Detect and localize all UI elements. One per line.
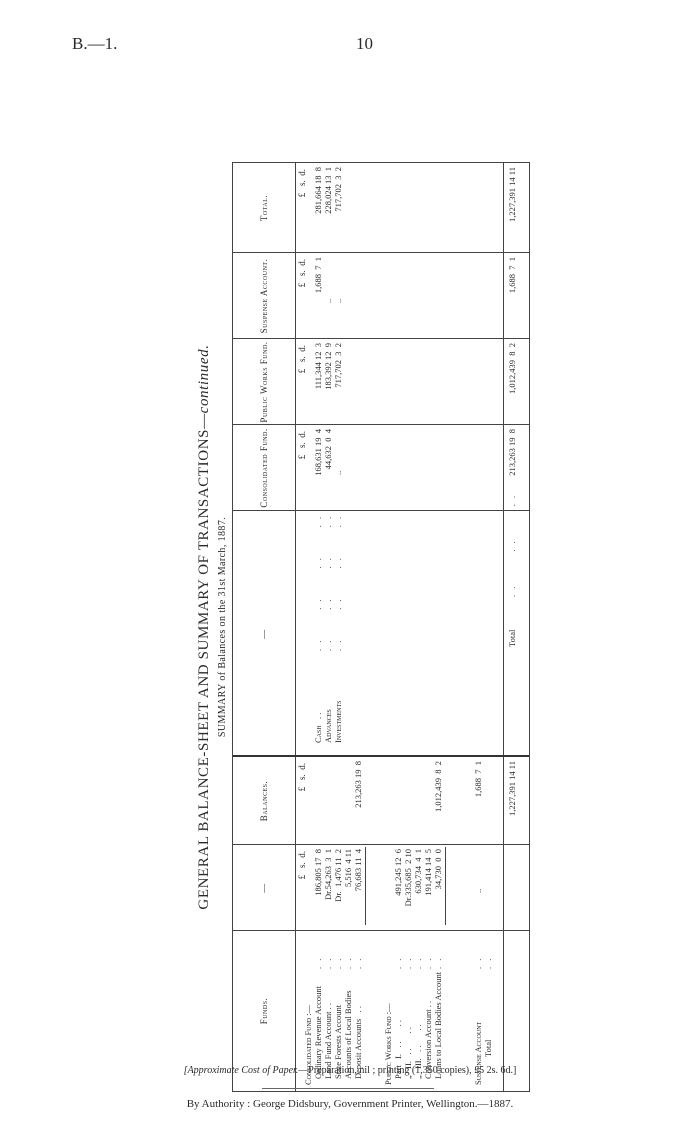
cost-note: [0, 1065, 700, 1076]
consolidated-total-cell: 213,263 19 8: [507, 429, 517, 476]
header-suspense: Suspense Account.: [258, 258, 269, 334]
public-works-cell: 717,702 3 2: [333, 343, 343, 388]
fund-item: Loans to Local Bodies Account: [433, 971, 443, 1079]
funds-total-label: Total: [483, 1039, 493, 1057]
printer-authority: By Authority : George Didsbury, Government Printer, Wellington.—1887.: [186, 1098, 514, 1110]
public-works-total-cell: 1,012,439 8 2: [507, 343, 517, 394]
balance-total-cell: 1,227,391 14 11: [507, 761, 517, 816]
fund-item: Land Fund Account . .: [323, 1002, 333, 1079]
item-investments: Investments: [333, 700, 343, 743]
unit-label: £ s. d.: [297, 345, 307, 374]
header-balances: Balances.: [258, 780, 269, 822]
leader-dots: . . . . . . . . . .: [313, 956, 363, 969]
item-cash: Cash . .: [313, 712, 323, 743]
leader-dots: . . . . . . . . . .: [393, 956, 443, 969]
unit-label: £ s. d.: [297, 851, 307, 880]
page-number: 10: [356, 34, 373, 53]
document-reference: B.—1.: [72, 34, 118, 53]
balance-cell: 1,012,439 8 2: [433, 761, 443, 812]
suspense-cell: 1,688 7 1: [313, 257, 323, 294]
fund-item: State Forests Account: [333, 1004, 343, 1079]
fund-item: „ III. . . . .: [413, 1024, 423, 1079]
leader-dots: . . . .: [473, 956, 493, 969]
leader-dots: . . . . . .: [507, 493, 517, 597]
amount-cell: 5,516 4 11: [343, 849, 353, 887]
amount-cell: Dr. 1,476 11 2: [333, 849, 343, 902]
fund-item: Ordinary Revenue Account: [313, 986, 323, 1079]
fund-item: Deposit Accounts . .: [353, 1006, 363, 1079]
suspense-account-label: Suspense Account: [473, 1021, 483, 1085]
col-consolidated: [233, 425, 529, 511]
consolidated-cell: ..: [333, 470, 343, 475]
public-works-cell: 183,392 12 9: [323, 343, 333, 390]
col-public-works: [233, 339, 529, 425]
col-suspense: [233, 253, 529, 339]
amount-cell: 76,683 11 4: [353, 849, 363, 892]
footer-rule: [262, 1088, 434, 1089]
col-amounts: [233, 845, 529, 931]
consolidated-cell: 44,632 0 4: [323, 429, 333, 470]
header-total: Total.: [258, 194, 269, 222]
header-blank-1: —: [258, 883, 269, 893]
header-public-works: Public Works Fund.: [258, 341, 269, 423]
table-title-continued: continued.: [196, 344, 212, 414]
consolidated-fund-heading: Consolidated Fund :—: [303, 1004, 313, 1085]
table-title-main: GENERAL BALANCE-SHEET AND SUMMARY OF TRANSACTIONS—: [196, 413, 212, 910]
fund-item: Part I. . . . .: [393, 1019, 403, 1079]
balance-cell: 213,263 19 8: [353, 761, 363, 808]
total-cell: 228,024 13 1: [323, 167, 333, 214]
leader-dots: . . . . . . . . . . . . . . . . . . . . . . . .: [313, 514, 343, 651]
subtotal-rule: [365, 847, 366, 925]
col-balances: [233, 757, 529, 845]
unit-label: £ s. d.: [297, 259, 307, 288]
fund-item: Conversion Account . .: [423, 1000, 433, 1079]
table-subtitle: SUMMARY of Balances on the 31st March, 1887.: [217, 516, 228, 738]
balances-table: [232, 162, 530, 1092]
amount-cell: 191,414 14 5: [423, 849, 433, 896]
suspense-cell: ..: [323, 298, 333, 303]
fund-item: Accounts of Local Bodies: [343, 990, 353, 1079]
table-title: [196, 162, 213, 1092]
amount-cell: Dr.335,685 2 10: [403, 849, 413, 907]
total-cell: 281,664 18 8: [313, 167, 323, 214]
unit-label: £ s. d.: [297, 763, 307, 792]
items-total-label: Total: [507, 629, 517, 647]
cost-note-rest: —Preparation, nil ; printing (1,350 copies), £5 2s. 6d.]: [298, 1065, 517, 1076]
amount-cell: 491,245 12 6: [393, 849, 403, 896]
header-funds: Funds.: [258, 997, 269, 1025]
amount-cell: Dr.54,263 3 1: [323, 849, 333, 900]
unit-label: £ s. d.: [297, 169, 307, 198]
rotated-table-region: [114, 162, 534, 1092]
amount-cell: ..: [473, 888, 483, 893]
public-works-fund-heading: Public Works Fund :—: [383, 1003, 393, 1085]
balance-cell: 1,688 7 1: [473, 761, 483, 798]
total-cell: 717,702 3 2: [333, 167, 343, 212]
suspense-cell: ..: [333, 298, 343, 303]
amount-cell: 630,734 4 1: [413, 849, 423, 894]
fund-item: „ II. . . . .: [403, 1027, 413, 1079]
public-works-cell: 111,344 12 3: [313, 343, 323, 390]
amount-cell: 34,730 0 0: [433, 849, 443, 890]
col-items: [233, 493, 529, 757]
amount-cell: 186,805 17 8: [313, 849, 323, 896]
header-consolidated: Consolidated Fund.: [258, 428, 269, 508]
grand-total-cell: 1,227,391 14 11: [507, 167, 517, 222]
item-advances: Advances: [323, 709, 333, 743]
cost-note-italic: [Approximate Cost of Paper.: [183, 1065, 299, 1076]
consolidated-cell: 168,631 19 4: [313, 429, 323, 476]
suspense-total-cell: 1,688 7 1: [507, 257, 517, 294]
subtotal-rule: [445, 847, 446, 925]
header-blank-2: —: [258, 629, 269, 639]
unit-label: £ s. d.: [297, 431, 307, 460]
col-total: [233, 163, 529, 253]
